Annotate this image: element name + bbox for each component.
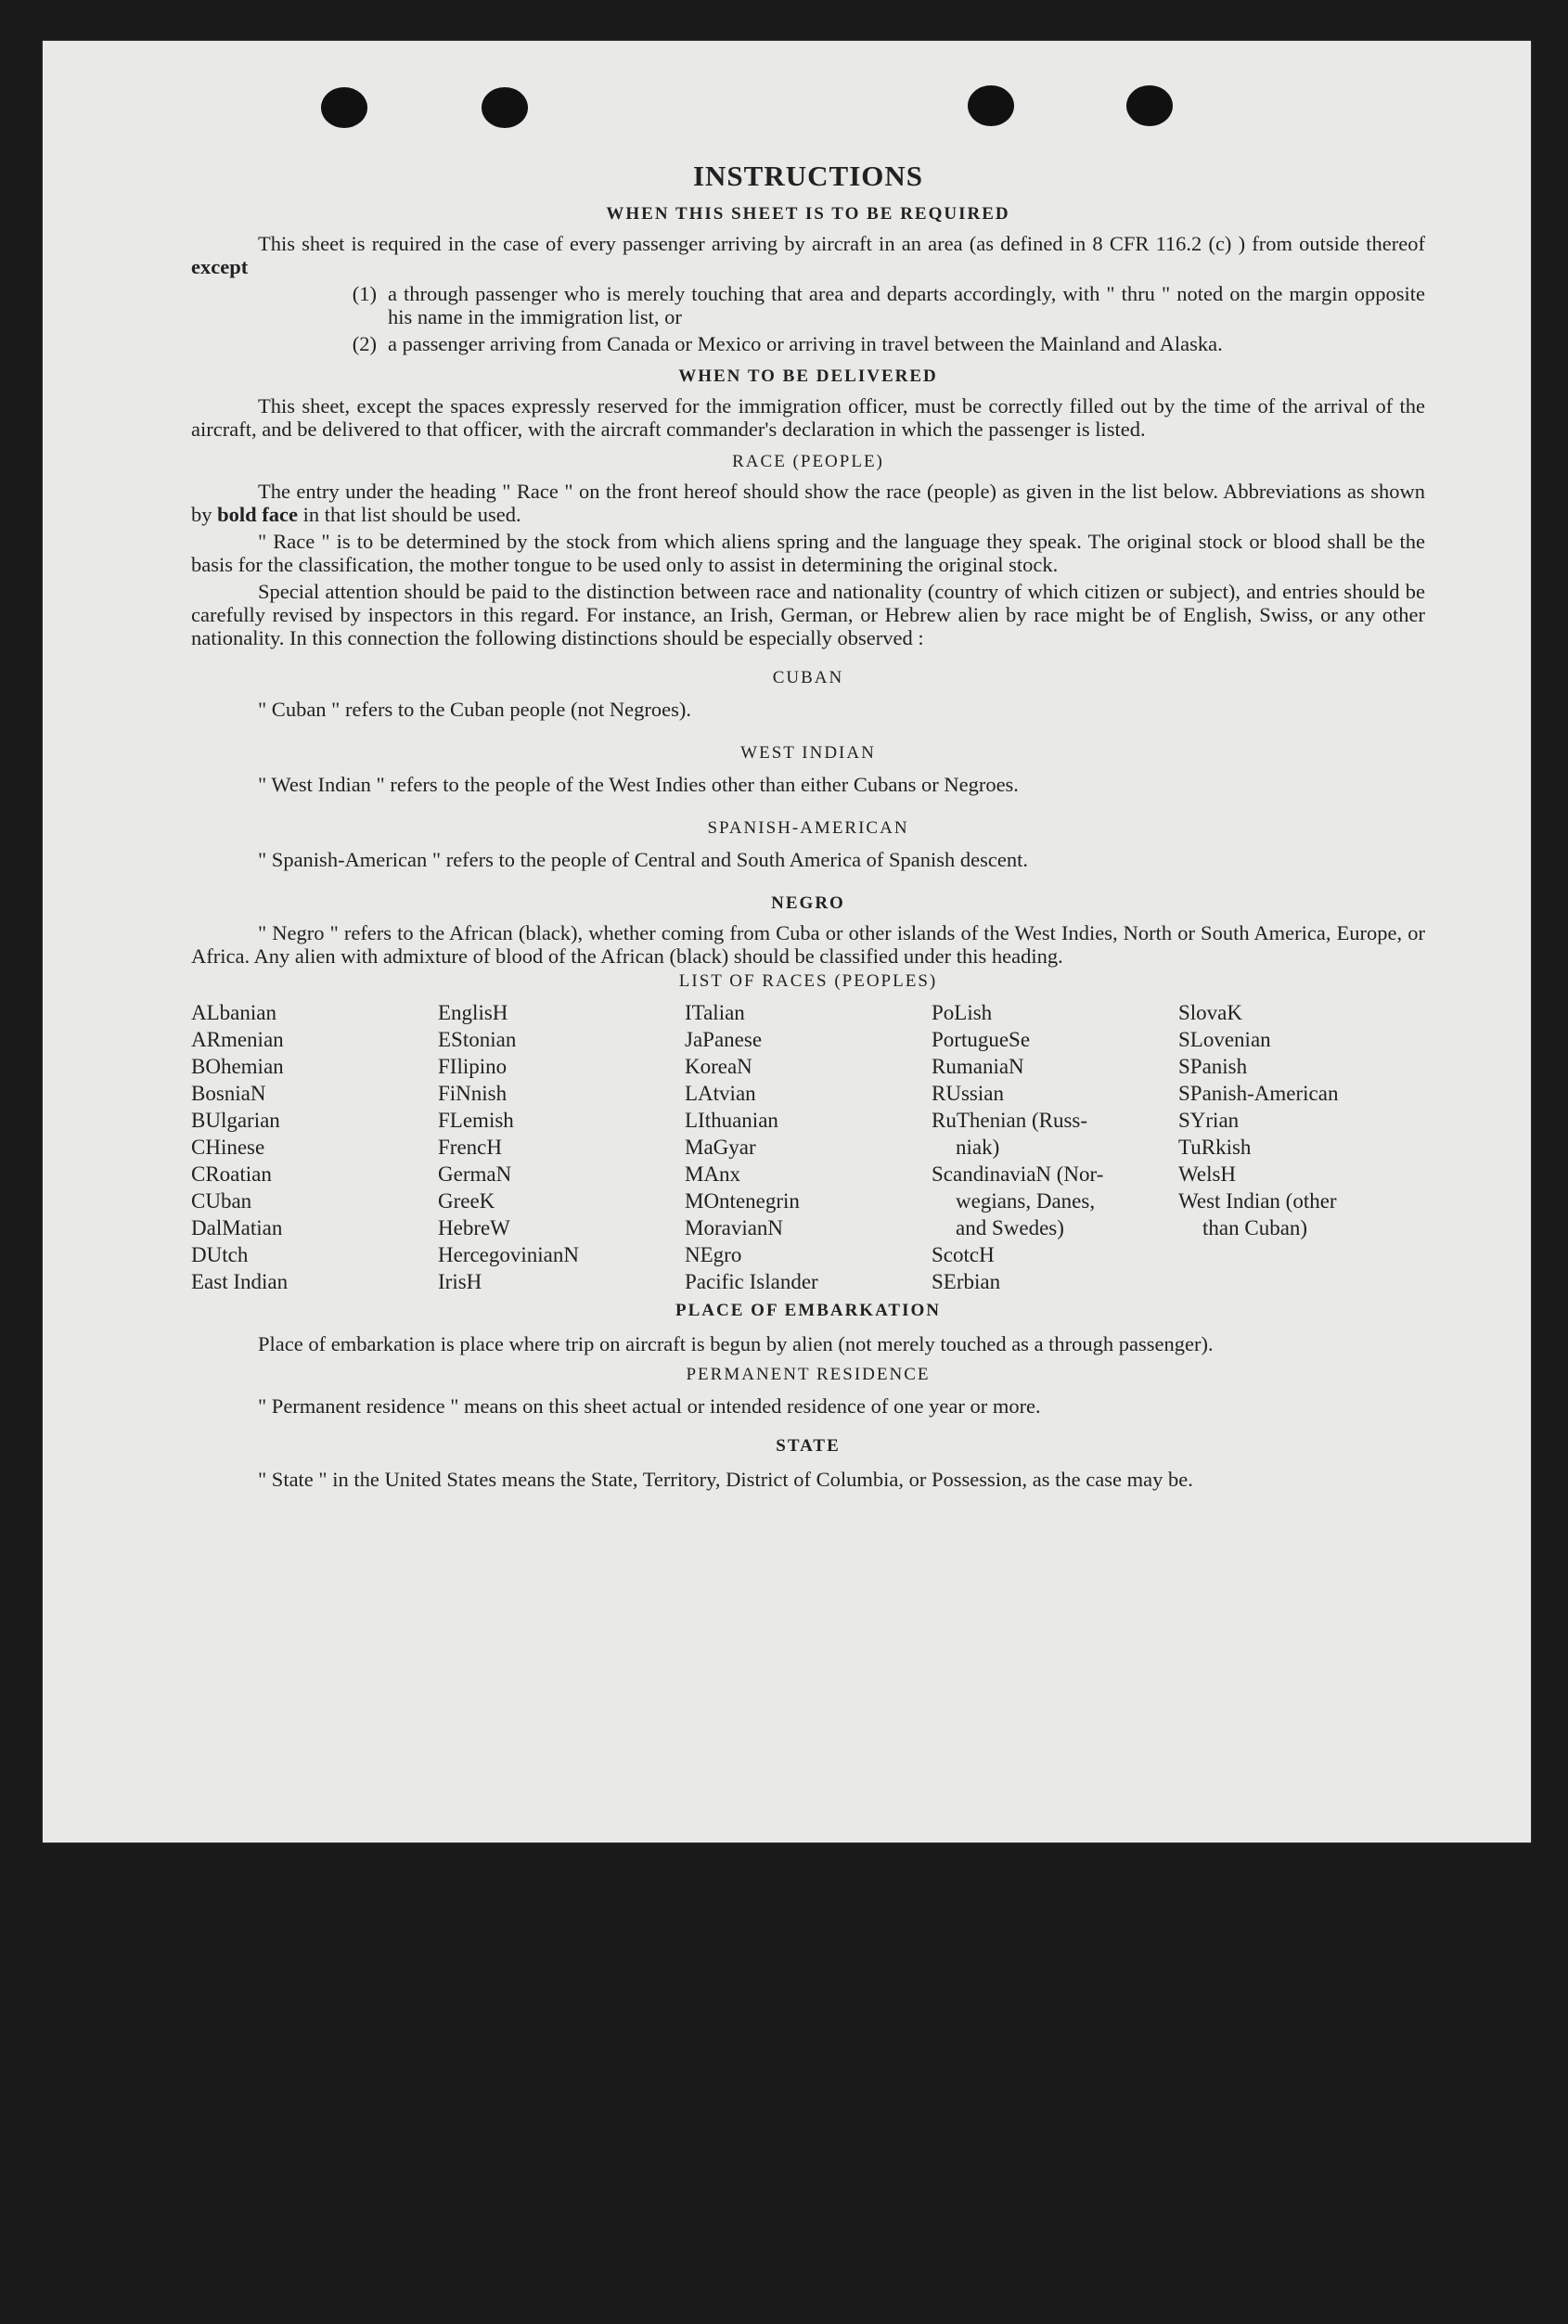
race-entry: MOntenegrin	[685, 1189, 800, 1213]
race-entry: CHinese	[191, 1136, 265, 1159]
when-required-intro: This sheet is required in the case of every passenger arriving by aircraft in an area (as defined in 8 CFR 116.2 (c) ) from outside thereof except	[191, 232, 1425, 278]
race-column	[932, 999, 1178, 1295]
race-entry: SPanish	[1178, 1055, 1248, 1078]
race-column	[191, 999, 438, 1295]
race-entry: PortugueSe	[932, 1028, 1031, 1051]
race-entry: SPanish-American	[1178, 1082, 1339, 1105]
cuban-text: " Cuban " refers to the Cuban people (not Negroes).	[258, 698, 691, 721]
race-entry: JaPanese	[685, 1028, 763, 1051]
race-entry: LIthuanian	[685, 1109, 778, 1132]
section-heading-when-delivered: WHEN TO BE DELIVERED	[678, 366, 938, 386]
race-entry: BUlgarian	[191, 1109, 280, 1132]
section-heading-embarkation: PLACE OF EMBARKATION	[675, 1301, 941, 1320]
race-entry: ITalian	[685, 1001, 745, 1024]
race-entry: FIlipino	[438, 1055, 508, 1078]
race-entry: FiNnish	[438, 1082, 508, 1105]
race-entry: NEgro	[685, 1243, 742, 1266]
exception-item: (1) a through passenger who is merely touching that area and departs accordingly, with " thru " noted on the margin opposite his name in the immigration list, or	[352, 282, 1425, 328]
race-entry: than Cuban)	[1202, 1216, 1308, 1239]
race-entry: TuRkish	[1178, 1136, 1252, 1159]
section-heading-negro: NEGRO	[771, 893, 845, 913]
race-entry: GreeK	[438, 1189, 495, 1213]
race-paragraph: The entry under the heading " Race " on the front hereof should show the race (people) as given in the list below. Abbreviations as shown by bold face in that list should be used.	[191, 480, 1425, 526]
race-entry: MaGyar	[685, 1136, 756, 1159]
section-heading-residence: PERMANENT RESIDENCE	[686, 1365, 931, 1384]
race-entry: SlovaK	[1178, 1001, 1242, 1024]
race-entry: ScandinaviaN (Nor-	[932, 1162, 1104, 1186]
race-entry: CUban	[191, 1189, 252, 1213]
race-entry: niak)	[956, 1136, 1000, 1159]
race-column	[438, 999, 685, 1295]
section-heading-west-indian: WEST INDIAN	[740, 743, 876, 763]
race-entry: ARmenian	[191, 1028, 284, 1051]
race-entry: DalMatian	[191, 1216, 283, 1239]
race-paragraph: Special attention should be paid to the distinction between race and nationality (country of which citizen or subject), and entries should be carefully revised by inspectors in this regard. For instance, an Irish, German, or Hebrew alien by race might be of English, Swiss, or any other nationality. In this connection the following distinctions should be especially observed :	[191, 580, 1425, 649]
page-title: INSTRUCTIONS	[692, 160, 923, 192]
race-entry: EnglisH	[438, 1001, 508, 1024]
section-heading-race: RACE (PEOPLE)	[732, 452, 884, 471]
section-heading-list-of-races: LIST OF RACES (PEOPLES)	[678, 971, 938, 991]
race-entry: DUtch	[191, 1243, 249, 1266]
race-entry: CRoatian	[191, 1162, 272, 1186]
race-entry: GermaN	[438, 1162, 512, 1186]
race-entry: wegians, Danes,	[956, 1189, 1096, 1213]
negro-text: " Negro " refers to the African (black), whether coming from Cuba or other islands of the West Indies, North or South America, Europe, or Africa. Any alien with admixture of blood of the African (black) should be classified under this heading.	[191, 921, 1425, 968]
punch-hole	[321, 87, 367, 128]
west-indian-text: " West Indian " refers to the people of the West Indies other than either Cubans or Negroes.	[258, 773, 1019, 796]
race-entry: RuThenian (Russ-	[932, 1109, 1088, 1132]
race-entry: IrisH	[438, 1270, 482, 1293]
race-entry: RumaniaN	[932, 1055, 1024, 1078]
race-list	[191, 999, 1425, 1295]
race-entry: MAnx	[685, 1162, 741, 1186]
race-entry: SErbian	[932, 1270, 1001, 1293]
section-heading-state: STATE	[776, 1436, 841, 1456]
punch-hole	[482, 87, 528, 128]
punch-hole	[968, 85, 1014, 126]
race-entry: ScotcH	[932, 1243, 995, 1266]
race-entry: FrencH	[438, 1136, 502, 1159]
instructions-content	[191, 160, 1425, 1496]
state-text: " State " in the United States means the State, Territory, District of Columbia, or Possession, as the case may be.	[258, 1468, 1193, 1491]
residence-text: " Permanent residence " means on this sheet actual or intended residence of one year or more.	[258, 1394, 1041, 1418]
document-sheet	[43, 41, 1531, 1843]
race-entry: LAtvian	[685, 1082, 756, 1105]
race-entry: PoLish	[932, 1001, 993, 1024]
race-entry: SLovenian	[1178, 1028, 1271, 1051]
section-heading-spanish-american: SPANISH-AMERICAN	[707, 818, 909, 838]
race-entry: FLemish	[438, 1109, 514, 1132]
race-entry: ALbanian	[191, 1001, 276, 1024]
race-entry: BOhemian	[191, 1055, 284, 1078]
race-entry: EStonian	[438, 1028, 517, 1051]
race-entry: RUssian	[932, 1082, 1004, 1105]
race-paragraph: " Race " is to be determined by the stock from which aliens spring and the language they speak. The original stock or blood shall be the basis for the classification, the mother tongue to be used only to assist in determining the original stock.	[191, 530, 1425, 576]
spanish-american-text: " Spanish-American " refers to the people of Central and South America of Spanish descent.	[258, 848, 1029, 871]
exception-item: (2) a passenger arriving from Canada or Mexico or arriving in travel between the Mainland and Alaska.	[352, 332, 1223, 355]
race-entry: HebreW	[438, 1216, 510, 1239]
race-entry: West Indian (other	[1178, 1189, 1337, 1213]
race-entry: and Swedes)	[956, 1216, 1064, 1239]
punch-hole	[1126, 85, 1173, 126]
section-heading-cuban: CUBAN	[772, 668, 844, 687]
embarkation-text: Place of embarkation is place where trip on aircraft is begun by alien (not merely touched as a through passenger).	[258, 1332, 1214, 1355]
race-entry: SYrian	[1178, 1109, 1240, 1132]
when-delivered-text: This sheet, except the spaces expressly reserved for the immigration officer, must be correctly filled out by the time of the arrival of the aircraft, and be delivered to that officer, with the aircraft commander's declaration in which the passenger is listed.	[191, 394, 1425, 441]
race-column	[1178, 999, 1425, 1295]
race-entry: East Indian	[191, 1270, 289, 1293]
race-entry: KoreaN	[685, 1055, 752, 1078]
race-column	[685, 999, 932, 1295]
section-heading-when-required: WHEN THIS SHEET IS TO BE REQUIRED	[606, 204, 1010, 224]
race-entry: BosniaN	[191, 1082, 266, 1105]
race-entry: WelsH	[1178, 1162, 1237, 1186]
race-entry: HercegovinianN	[438, 1243, 579, 1266]
race-entry: Pacific Islander	[685, 1270, 818, 1293]
race-entry: MoravianN	[685, 1216, 784, 1239]
